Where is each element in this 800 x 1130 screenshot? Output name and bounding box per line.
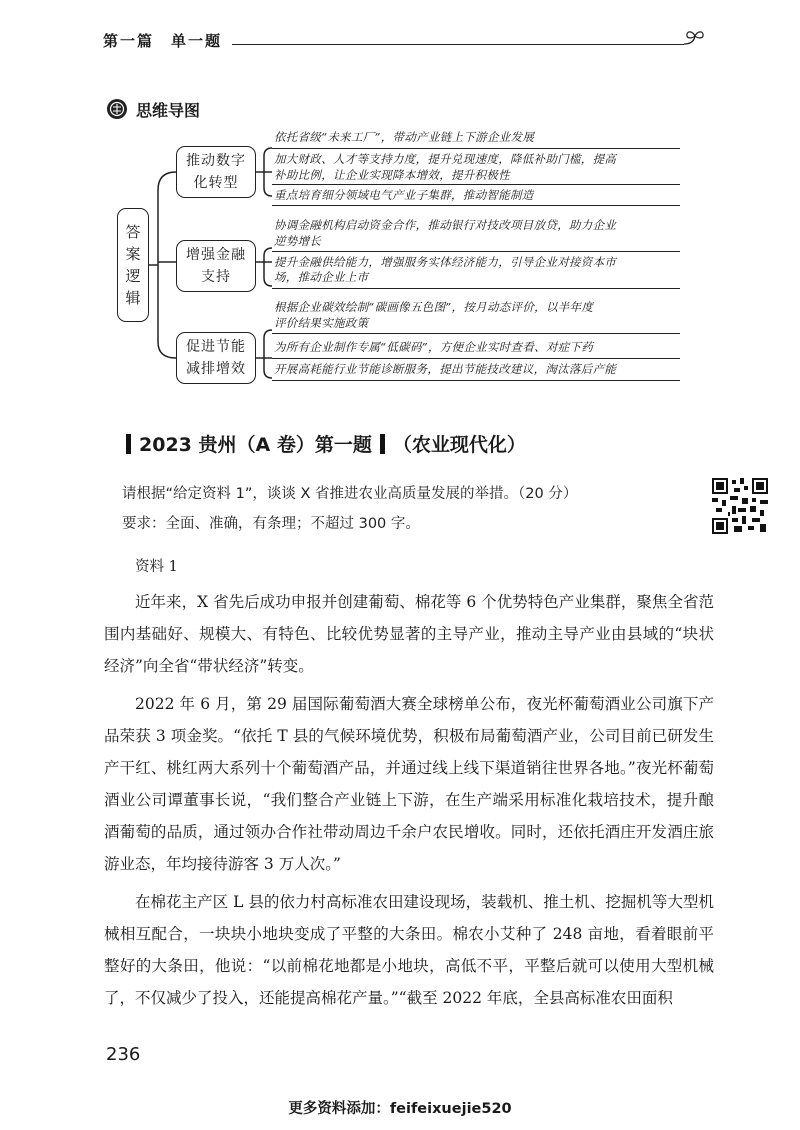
page-number: 236 — [106, 1044, 141, 1065]
exam-requirement: 要求：全面、准确，有条理；不超过 300 字。 — [122, 516, 420, 532]
exam-question: 请根据“给定资料 1”，谈谈 X 省推进农业高质量发展的举措。（20 分） — [122, 486, 578, 502]
root-char: 辑 — [125, 289, 141, 307]
root-char: 答 — [125, 223, 141, 241]
material-title: 资料 1 — [135, 559, 178, 575]
mindmap-title: 思维导图 — [136, 101, 201, 120]
mindmap-root-box — [117, 208, 149, 322]
branch-label-line: 减排增效 — [186, 361, 246, 377]
branch-item: 根据企业碳效绘制“碳画像五色图”，按月动态评价，以半年度 — [274, 300, 594, 314]
branch-item: 评价结果实施政策 — [274, 316, 369, 330]
item-underline — [272, 288, 680, 289]
branch-label-line: 推动数字 — [186, 153, 246, 169]
branch-item: 重点培育细分领域电气产业子集群，推动智能制造 — [274, 188, 534, 202]
branch-box-digital — [176, 146, 256, 198]
item-underline — [272, 184, 680, 185]
branch-item: 开展高耗能行业节能诊断服务，提出节能技改建议，淘汰落后产能 — [274, 362, 617, 376]
item-underline — [272, 205, 680, 206]
item-underline — [272, 358, 680, 359]
qr-code-icon — [712, 478, 768, 534]
material-paragraph: 近年来，X 省先后成功申报并创建葡萄、棉花等 6 个优势特色产业集群，聚焦全省范围内基础好、规模大、有特色、比较优势显著的主导产业，推动主导产业由县域的“块状经济”向全省“带状经济”转变。 — [104, 593, 714, 675]
branch-item: 加大财政、人才等支持力度，提升兑现速度，降低补助门槛，提高 — [274, 152, 617, 166]
header-section-title: 第一篇 单一题 — [103, 32, 223, 50]
item-underline — [272, 251, 680, 252]
material-paragraph: 2022 年 6 月，第 29 届国际葡萄酒大赛全球榜单公布，夜光杯葡萄酒业公司旗下产品荣获 3 项金奖。“依托 T 县的气候环境优势，积极布局葡萄酒产业，公司目前已研发生产干红、桃红两大系列十个葡萄酒产品，并通过线上线下渠道销往世界各地。”夜光杯葡萄酒业公司谭董事长说，“我们整合产业链上下游，在生产端采用标准化栽培技术，提升酿酒葡萄的品质，通过领办合作社带动周边千余户农民增收。同时，还依托酒庄开发酒庄旅游业态，年均接待游客 3 万人次。” — [104, 695, 714, 873]
branch-label-line: 支持 — [201, 269, 231, 285]
branch-item: 依托省级“未来工厂”，带动产业链上下游企业发展 — [274, 130, 535, 144]
branch-label-line: 化转型 — [193, 175, 239, 191]
item-underline — [272, 380, 680, 381]
branch-item: 为所有企业制作专属“低碳码”，方便企业实时查看、对症下药 — [274, 340, 594, 354]
exam-heading-topic: （农业现代化） — [392, 434, 526, 456]
heading-bar — [380, 434, 385, 454]
branch-box-energy — [176, 332, 256, 384]
branch-label-line: 促进节能 — [186, 339, 246, 355]
item-underline — [272, 333, 680, 334]
material-body — [104, 586, 714, 1020]
exam-heading-main: 2023 贵州（A 卷）第一题 — [139, 434, 372, 456]
branch-box-finance — [176, 240, 256, 292]
branch-item: 逆势增长 — [274, 234, 322, 248]
root-char: 案 — [125, 245, 141, 263]
heading-bar — [126, 434, 131, 454]
footer-contact: 更多资料添加：feifeixuejie520 — [288, 1101, 512, 1117]
root-char: 逻 — [125, 267, 141, 285]
branch-label-line: 增强金融 — [186, 247, 246, 263]
exam-heading — [118, 430, 526, 457]
branch-item: 补助比例，让企业实现降本增效，提升积极性 — [274, 168, 510, 182]
branch-item: 协调金融机构启动资金合作，推动银行对技改项目放贷，助力企业 — [274, 218, 617, 232]
material-paragraph: 在棉花主产区 L 县的依力村高标准农田建设现场，装载机、推土机、挖掘机等大型机械相互配合，一块块小地块变成了平整的大条田。棉农小艾种了 248 亩地，看着眼前平整好的大条田，他说：“以前棉花地都是小地块，高低不平，平整后就可以使用大型机械了，不仅减少了投入，还能提高棉花产量。”“截至 2022 年底，全县高标准农田面积 — [104, 893, 714, 1007]
branch-item: 场，推动企业上市 — [274, 270, 369, 284]
item-underline — [272, 148, 680, 149]
branch-item: 提升金融供给能力，增强服务实体经济能力，引导企业对接资本市 — [274, 255, 617, 269]
